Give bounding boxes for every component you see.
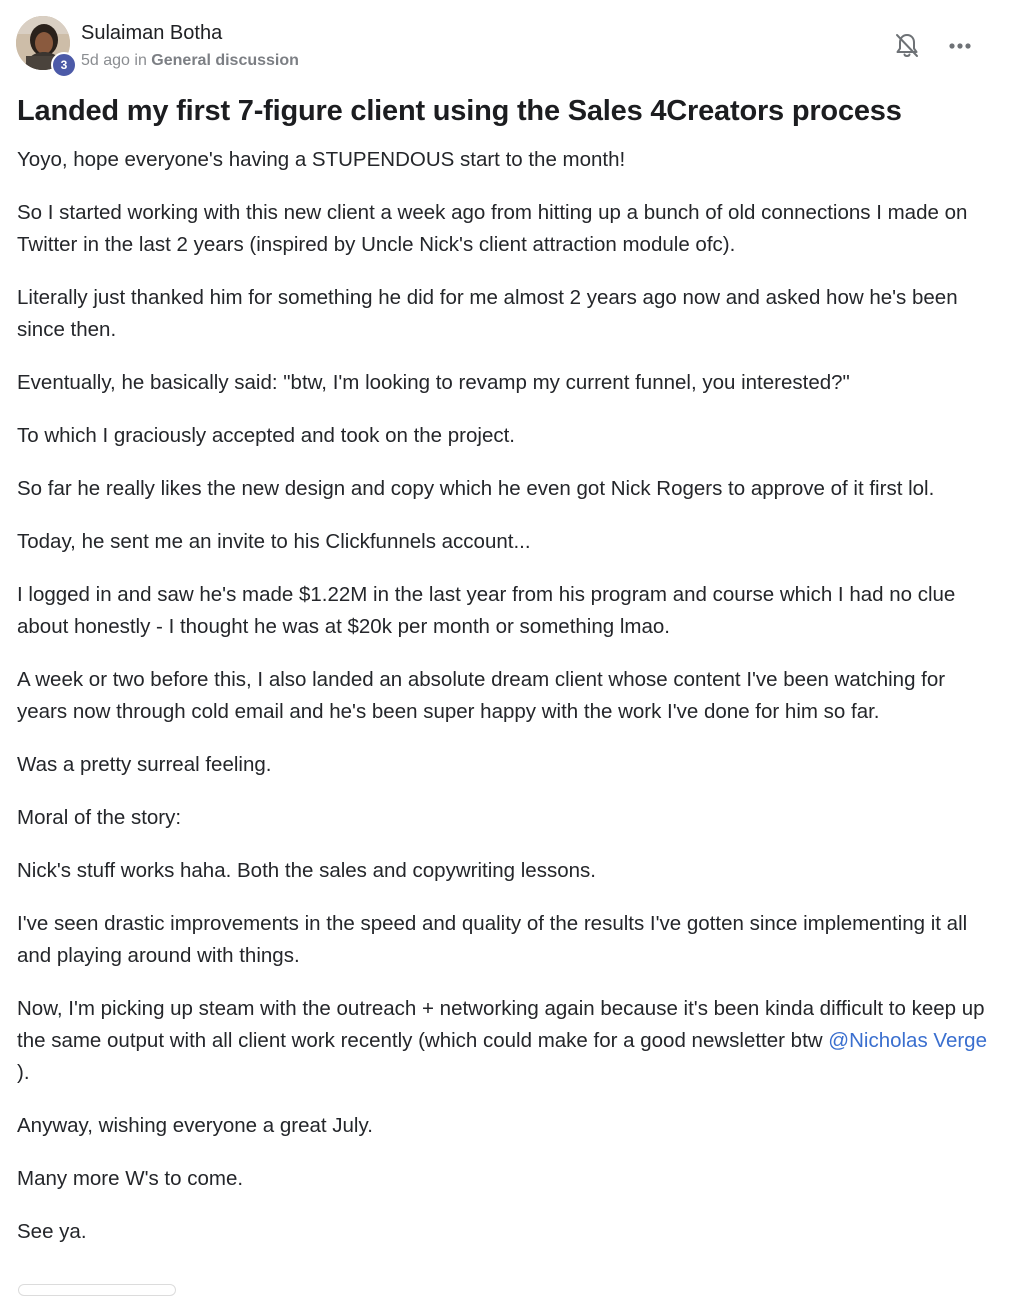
- category-link[interactable]: General discussion: [151, 52, 299, 69]
- paragraph: So far he really likes the new design and copy which he even got Nick Rogers to approve of it first lol.: [17, 477, 935, 500]
- paragraph: A week or two before this, I also landed an absolute dream client whose content I've been watching for years now through cold email and he's been super happy with the work I've done for him so far.: [17, 668, 946, 723]
- reaction-bar[interactable]: [18, 1284, 176, 1296]
- paragraph-with-mention: [17, 993, 992, 1089]
- paragraph: So I started working with this new client a week ago from hitting up a bunch of old connections I made on Twitter in the last 2 years (inspired by Uncle Nick's client attraction module ofc).: [17, 201, 968, 256]
- paragraph: Anyway, wishing everyone a great July.: [17, 1114, 373, 1137]
- paragraph: See ya.: [17, 1220, 87, 1243]
- paragraph: Many more W's to come.: [17, 1167, 244, 1190]
- paragraph: Nick's stuff works haha. Both the sales and copywriting lessons.: [17, 859, 596, 882]
- post-meta: [81, 51, 299, 71]
- post-title: Landed my first 7-figure client using the Sales 4Creators process: [17, 95, 902, 127]
- paragraph: Literally just thanked him for something he did for me almost 2 years ago now and asked how he's been since then.: [17, 286, 958, 341]
- paragraph: Today, he sent me an invite to his Clickfunnels account...: [17, 530, 531, 553]
- paragraph: Was a pretty surreal feeling.: [17, 753, 272, 776]
- more-options-button[interactable]: [946, 34, 974, 58]
- paragraph: I logged in and saw he's made $1.22M in the last year from his program and course which I had no clue about honestly - I thought he was at $20k per month or something lmao.: [17, 583, 956, 638]
- level-badge: 3: [51, 52, 77, 78]
- meta-in: in: [134, 52, 147, 69]
- user-mention-link[interactable]: @Nicholas Verge: [828, 1029, 987, 1052]
- paragraph: Yoyo, hope everyone's having a STUPENDOUS start to the month!: [17, 148, 626, 171]
- paragraph: I've seen drastic improvements in the speed and quality of the results I've gotten since implementing it all and playing around with things.: [17, 912, 968, 967]
- author-name[interactable]: Sulaiman Botha: [81, 22, 223, 44]
- paragraph: To which I graciously accepted and took on the project.: [17, 424, 515, 447]
- bell-off-icon: [894, 32, 920, 60]
- more-horizontal-icon: [946, 34, 974, 58]
- mention-paragraph-end: ).: [17, 1061, 30, 1084]
- post-time: 5d ago: [81, 52, 130, 69]
- author-avatar[interactable]: [16, 16, 72, 72]
- post-body: [17, 144, 992, 1269]
- paragraph: Eventually, he basically said: "btw, I'm looking to revamp my current funnel, you interested?": [17, 371, 850, 394]
- paragraph: Moral of the story:: [17, 806, 182, 829]
- post-header: [16, 16, 996, 74]
- notification-toggle-button[interactable]: [894, 32, 920, 60]
- mention-paragraph-text: Now, I'm picking up steam with the outreach + networking again because it's been kinda difficult to keep up the same output with all client work recently (which could make for a good newsletter btw: [17, 997, 985, 1052]
